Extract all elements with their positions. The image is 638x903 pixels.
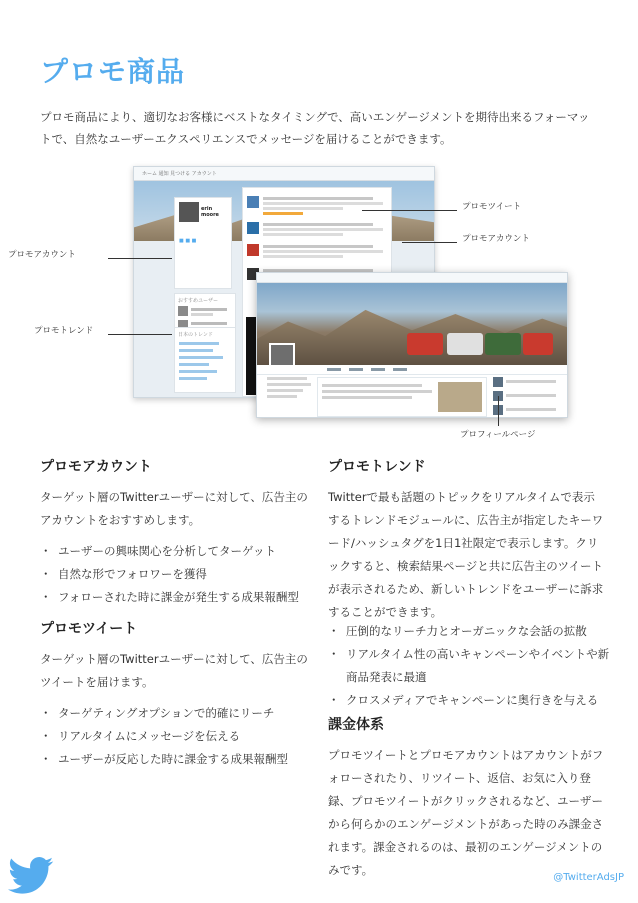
callout-profile-page: プロフィールページ [460, 430, 536, 440]
callout-promo-account-left: プロモアカウント [8, 250, 76, 260]
promo-tweet-body: ターゲット層のTwitterユーザーに対して、広告主のツイートを届けます。 [40, 652, 308, 689]
panel-heading: おすすめユーザー [178, 298, 219, 304]
list-item: ・ ユーザーの興味関心を分析してターゲット [40, 540, 320, 563]
list-item: ・ クロスメディアでキャンペーンに奥行きを与える [328, 689, 618, 712]
screenshot-topbar [257, 273, 567, 283]
profile-page-screenshot [256, 272, 568, 418]
list-item: ・ リアルタイム性の高いキャンペーンやイベントや新商品発表に最適 [328, 643, 618, 689]
profile-stats: ■ ■ ■ [179, 238, 197, 244]
profile-bio [267, 377, 311, 401]
profile-tweet [317, 377, 487, 417]
callout-promo-account-right: プロモアカウント [462, 234, 530, 244]
list-item [178, 306, 232, 318]
profile-header-image [257, 283, 567, 365]
screenshot-topbar [134, 167, 434, 181]
intro-paragraph: プロモ商品により、適切なお客様にベストなタイミングで、高いエンゲージメントを期待出来るフォーマットで、自然なユーザーエクスペリエンスでメッセージを届けることができます。 [40, 110, 590, 146]
callout-line [362, 210, 457, 211]
promo-trend-body: Twitterで最も話題のトピックをリアルタイムで表示するトレンドモジュールに、広告主が指定したキーワード/ハッシュタグを1日1社限定で表示します。クリックすると、検索結果ページと共に広告主のツイートが表示されるため、新しいトレンドをユーザーに訴求することができます。 [328, 490, 604, 619]
profile-card [174, 197, 232, 289]
twitter-bird-icon [8, 856, 54, 896]
profile-tabs [257, 365, 567, 375]
list-item: ・ フォローされた時に課金が発生する成果報酬型 [40, 586, 320, 609]
list-item: ・ ターゲティングオプションで的確にリーチ [40, 702, 320, 725]
trend-heading: 日本のトレンド [178, 332, 213, 338]
callout-line [498, 396, 499, 426]
promo-trend-bullets [328, 620, 618, 712]
promo-account-bullets [40, 540, 320, 609]
callout-promo-tweet: プロモツイート [462, 202, 522, 212]
profile-sidebar [493, 377, 563, 418]
callout-line [108, 258, 172, 259]
billing-body: プロモツイートとプロモアカウントはアカウントがフォローされたり、リツイート、返信、お気に入り登録、プロモツイートがクリックされるなど、ユーザーから何らかのエンゲージメントがあった時のみ課金されます。課金されるのは、最初のエンゲージメントのみです。 [328, 748, 604, 877]
list-item: ・ リアルタイムにメッセージを伝える [40, 725, 320, 748]
callout-line [108, 334, 172, 335]
footer-handle: @TwitterAdsJP [553, 872, 624, 883]
list-item: ・ ユーザーが反応した時に課金する成果報酬型 [40, 748, 320, 771]
promo-account-body: ターゲット層のTwitterユーザーに対して、広告主のアカウントをおすすめします。 [40, 490, 308, 527]
list-item: ・ 圧倒的なリーチ力とオーガニックな会話の拡散 [328, 620, 618, 643]
promo-tweet-bullets [40, 702, 320, 771]
heading-promo-tweet: プロモツイート [40, 621, 138, 637]
trends-panel [174, 327, 236, 393]
product-screenshot-figure [0, 160, 638, 450]
screenshot-nav-text: ホーム 通知 見つける アカウント [142, 171, 217, 177]
callout-promo-trend: プロモトレンド [34, 326, 94, 336]
page-title: プロモ商品 [40, 55, 186, 88]
heading-promo-trend: プロモトレンド [328, 459, 426, 475]
profile-name: erin moore [201, 206, 219, 218]
avatar [179, 202, 199, 222]
callout-line [402, 242, 457, 243]
heading-billing: 課金体系 [328, 717, 384, 733]
list-item: ・ 自然な形でフォロワーを獲得 [40, 563, 320, 586]
heading-promo-account: プロモアカウント [40, 459, 152, 475]
